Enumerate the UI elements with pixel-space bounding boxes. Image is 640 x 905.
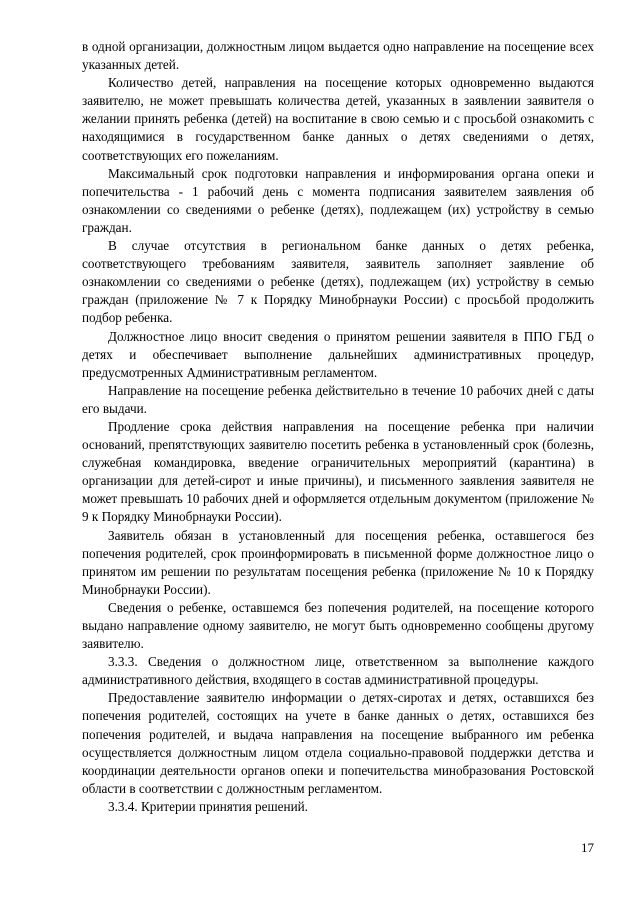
paragraph-children-count: Количество детей, направления на посещение которых одновременно выдаются заявителю, не может превышать количества детей, указанных в заявлении заявителя о желании принять ребенка (детей) на воспитание в свою семью и с просьбой ознакомить с находящимися в государственном банке данных о детях сведениями о детях, соответствующих его пожеланиям. [82, 75, 594, 163]
paragraph-info-restriction: Сведения о ребенке, оставшемся без попечения родителей, на посещение которого выдано направление одному заявителю, не могут быть одновременно сообщены другому заявителю. [82, 599, 594, 652]
paragraph-no-match: В случае отсутствия в региональном банке данных о детях ребенка, соответствующего требованиям заявителя, заявитель заполняет заявление об ознакомлении со сведениями о ребенке (детях), подлежащем (их) устройству в семью граждан (приложение № 7 к Порядку Минобрнауки России) с просьбой продолжить подбор ребенка. [82, 238, 594, 326]
paragraph-extension: Продление срока действия направления на посещение ребенка при наличии оснований, препятствующих заявителю посетить ребенка в установленный срок (болезнь, служебная командировка, введение ограничительных мероприятий (карантина) в организации для детей-сирот и иные причины), и письменного заявления заявителя не может превышать 10 рабочих дней и оформляется отдельным документом (приложение № 9 к Порядку Минобрнауки России). [82, 418, 594, 525]
page-number: 17 [581, 840, 594, 855]
paragraph-official-records: Должностное лицо вносит сведения о принятом решении заявителя в ППО ГБД о детях и обеспечивает выполнение дальнейших административных процедур, предусмотренных Административным регламентом. [82, 328, 594, 380]
section-heading-3-3-3: 3.3.3. Сведения о должностном лице, ответственном за выполнение каждого административного действия, входящего в состав административной процедуры. [82, 654, 594, 688]
section-heading-3-3-4: 3.3.4. Критерии принятия решений. [108, 798, 308, 814]
paragraph-continuation: в одной организации, должностным лицом выдается одно направление на посещение всех указанных детей. [82, 39, 594, 73]
paragraph-validity: Направление на посещение ребенка действительно в течение 10 рабочих дней с даты его выдачи. [82, 382, 594, 416]
paragraph-responsible-official: Предоставление заявителю информации о детях-сиротах и детях, оставшихся без попечения родителей, состоящих на учете в банке данных о детях, оставшихся без попечения родителей, и выдача направления на посещение выбранного им ребенка осуществляется должностным лицом отдела социально-правовой поддержки детства и координации деятельности органов опеки и попечительства минобразования Ростовской области в соответствии с должностным регламентом. [82, 690, 594, 796]
paragraph-applicant-obligation: Заявитель обязан в установленный для посещения ребенка, оставшегося без попечения родителей, срок проинформировать в письменной форме должностное лицо о принятом им решении по результатам посещения ребенка (приложение № 10 к Порядку Минобрнауки России). [82, 527, 594, 597]
document-body [82, 38, 594, 816]
paragraph-max-term: Максимальный срок подготовки направления и информирования органа опеки и попечительства - 1 рабочий день с момента подписания заявителем заявления об ознакомлении со сведениями о ребенке (детях), подлежащем (их) устройству в семью граждан. [82, 165, 594, 235]
